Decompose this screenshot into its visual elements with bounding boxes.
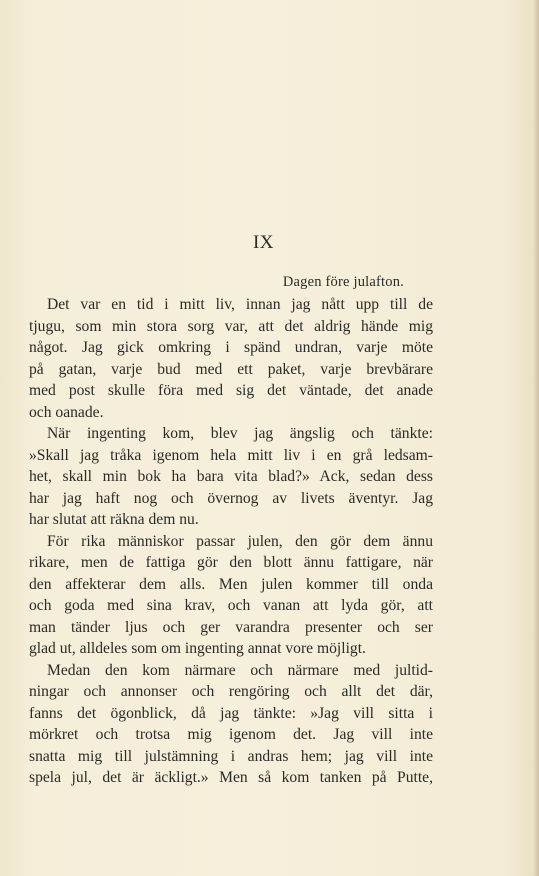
paragraph-1 <box>29 294 433 423</box>
text-line: Medan den kom närmare och närmare med jultid- <box>47 661 433 679</box>
text-line: med post skulle föra med sig det väntade, det anade <box>29 382 433 399</box>
text-line: och goda med sina krav, och vanan att lyda gör, att <box>29 597 433 614</box>
text-line: man tänder ljus och ger varandra presenter och ser <box>29 618 433 636</box>
text-line: något. Jag gick omkring i spänd undran, varje möte <box>29 339 433 356</box>
page-edge-shadow <box>533 0 539 876</box>
text-line: När ingenting kom, blev jag ängslig och tänkte: <box>47 425 433 442</box>
text-line: har jag haft nog och övernog av livets äventyr. Jag <box>29 489 433 507</box>
text-line: glad ut, alldeles som om ingenting annat vore möjligt. <box>29 640 366 657</box>
text-line: het, skall min bok ha bara vita blad?» Ack, sedan dess <box>29 468 433 485</box>
dateline: Dagen före julafton. <box>282 274 404 290</box>
chapter-number: IX <box>252 232 275 253</box>
text-line: »Skall jag tråka igenom hela mitt liv i en grå ledsam- <box>29 446 433 464</box>
text-line: Det var en tid i mitt liv, innan jag nått upp till de <box>47 296 433 313</box>
text-line: rikare, men de fattiga gör den blott ännu fattigare, när <box>29 554 433 571</box>
text-line: spela jul, det är äckligt.» Men så kom tanken på Putte, <box>29 769 433 786</box>
text-line: snatta mig till julstämning i andras hem; jag vill inte <box>29 747 433 765</box>
body-text <box>29 294 433 789</box>
paragraph-3 <box>29 531 433 660</box>
text-line: och oanade. <box>29 403 104 421</box>
paragraph-4 <box>29 660 433 789</box>
text-line: den affekterar dem alls. Men julen kommer till onda <box>29 575 433 593</box>
text-line: mörkret och trotsa mig igenom det. Jag vill inte <box>29 726 433 743</box>
text-line: tjugu, som min stora sorg var, att det aldrig hände mig <box>29 317 433 335</box>
text-line: har slutat att räkna dem nu. <box>29 511 199 528</box>
text-line: fanns det ögonblick, då jag tänkte: »Jag vill sitta i <box>29 704 433 722</box>
paragraph-2 <box>29 423 433 531</box>
text-line: För rika människor passar julen, den gör dem ännu <box>47 532 433 550</box>
text-line: ningar och annonser och rengöring och allt det där, <box>29 683 433 700</box>
text-line: på gatan, varje bud med ett paket, varje brevbärare <box>29 360 433 378</box>
